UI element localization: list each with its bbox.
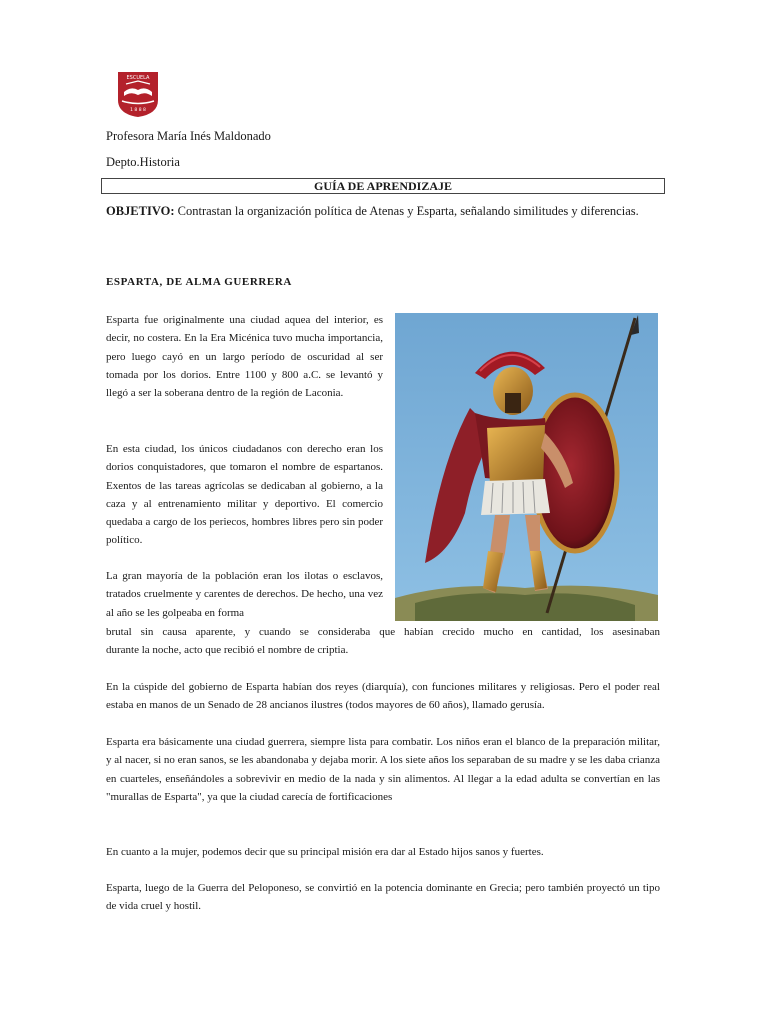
paragraph-conclusion: Esparta, luego de la Guerra del Peloponeso, se convirtió en la potencia dominante en Grecia; pero también proyectó un tipo de vida cruel y hostil. bbox=[106, 882, 660, 913]
objective-text: Contrastan la organización política de Atenas y Esparta, señalando similitudes y diferencias. bbox=[174, 204, 639, 218]
department-name: Depto.Historia bbox=[106, 155, 180, 169]
paragraph-citizens: En esta ciudad, los únicos ciudadanos con derecho eran los dorios conquistadores, que tomaron el nombre de espartanos. Exentos de las tareas agrícolas se dedicaban al gobierno, a la caza y al entrenamiento militar y deportivo. El comercio quedaba a cargo de los periecos, hombres libres pero sin poder político. bbox=[106, 443, 383, 547]
objective-label: OBJETIVO: bbox=[106, 204, 175, 218]
svg-text:ESCUELA: ESCUELA bbox=[126, 75, 150, 81]
objective bbox=[106, 204, 660, 219]
paragraph-military: Esparta era básicamente una ciudad guerrera, siempre lista para combatir. Los niños eran el blanco de la preparación militar, y al nacer, si no eran sanos, se les abandonaba y dejaba morir. A los siete años los separaban de su madre y se les daba crianza en cuarteles, enseñándoles a sobrevivir en medio de la nada y sin alimentos. Al llegar a la edad adulta se convertían en las "murallas de Esparta", ya que la ciudad carecía de fortificaciones bbox=[106, 736, 660, 803]
guide-title: GUÍA DE APRENDIZAJE bbox=[101, 178, 665, 194]
teacher-name: Profesora María Inés Maldonado bbox=[106, 129, 271, 143]
svg-text:1 8 8 8: 1 8 8 8 bbox=[130, 108, 146, 113]
paragraph-ilotas: La gran mayoría de la población eran los ilotas o esclavos, tratados cruelmente y carentes de derechos. De hecho, una vez al año se les golpeaba en forma bbox=[106, 570, 383, 619]
paragraph-ilotas-end: durante la noche, acto que recibió el nombre de criptia. bbox=[106, 644, 349, 656]
paragraph-women: En cuanto a la mujer, podemos decir que su principal misión era dar al Estado hijos sanos y fuertes. bbox=[106, 846, 544, 858]
paragraph-government: En la cúspide del gobierno de Esparta habían dos reyes (diarquía), con funciones militares y religiosas. Pero el poder real estaba en manos de un Senado de 28 ancianos ilustres (todos mayores de 60 años), llamado gerusía. bbox=[106, 681, 660, 712]
section-title: ESPARTA, DE ALMA GUERRERA bbox=[106, 276, 292, 288]
paragraph-origin: Esparta fue originalmente una ciudad aquea del interior, es decir, no costera. En la Era Micénica tuvo mucha importancia, pero luego cayó en un largo período de oscuridad al ser tomada por los dorios. Entre 1100 y 800 a.C. se levantó y llegó a ser la soberana dentro de la región de Laconia. bbox=[106, 314, 383, 400]
spartan-warrior-image bbox=[395, 313, 658, 621]
paragraph-ilotas-continued: brutal sin causa aparente, y cuando se consideraba que habían crecido mucho en cantidad, los asesinaban bbox=[106, 626, 660, 638]
school-logo bbox=[116, 70, 160, 118]
